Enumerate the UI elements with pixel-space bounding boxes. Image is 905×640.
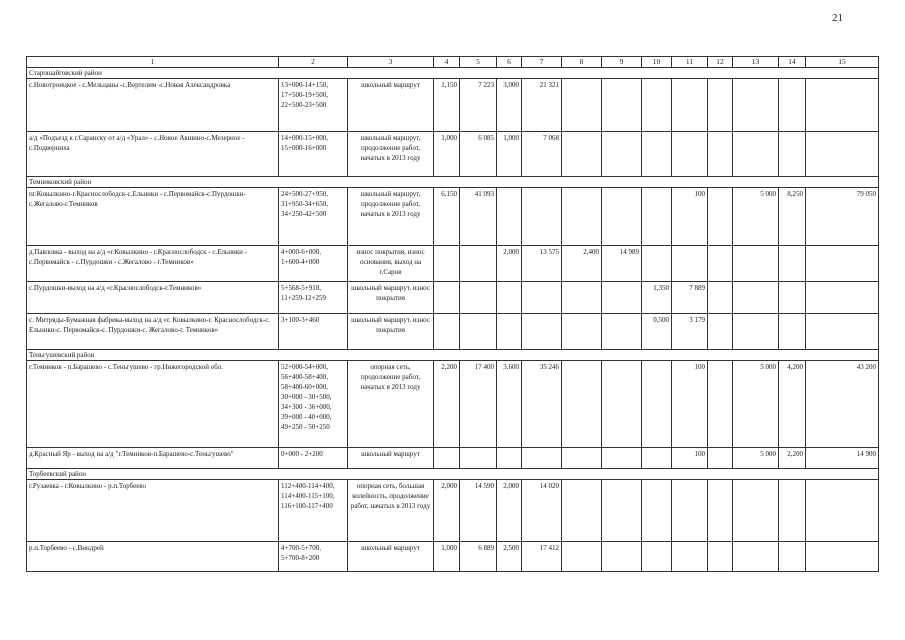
table-cell: 13 575 [522,246,562,282]
table-cell: 52+000-54+000, 56+400-58+400, 58+400-60+000, 30+000 - 30+500, 34+300 - 36+000, 39+000 - 40+000, 49+250 - 50+250 [279,361,348,448]
table-cell: 100 [672,448,708,469]
table-cell: д.Павловка - выход на а/д «г.Ковылкино - г.Краснослободск - с.Ельники - с.Первомайск - с.Пурдошки - с.Жегалово - г.Темников» [27,246,279,282]
table-cell: 17 412 [522,542,562,572]
table-cell [672,132,708,177]
table-cell [672,246,708,282]
table-cell [642,79,672,132]
table-cell [733,542,779,572]
table-cell: 0+000 - 2+200 [279,448,348,469]
table-cell [779,542,806,572]
table-cell: 3,600 [497,361,522,448]
table-cell: 35 246 [522,361,562,448]
table-cell: 5 000 [733,361,779,448]
table-cell: износ покрытия, износ основания, выход на г.Саров [348,246,434,282]
section-title: Теньгушевский район [27,350,879,361]
column-header: 1 [27,57,279,68]
table-cell: школьный маршрут, износ покрытия [348,314,434,350]
column-header: 5 [460,57,497,68]
table-cell [708,79,733,132]
table-row [27,132,879,177]
table-cell [460,314,497,350]
table-cell [733,314,779,350]
table-row [27,542,879,572]
table-cell: 2,000 [434,480,460,542]
table-cell [602,188,642,246]
table-cell [806,314,879,350]
table-cell [806,246,879,282]
table-cell [806,79,879,132]
table-cell: 1,000 [434,542,460,572]
table-cell: 100 [672,188,708,246]
table-cell [434,246,460,282]
section-title: Торбеевский район [27,469,879,480]
table-cell [779,314,806,350]
table-cell: школьный маршрут, продолжение работ, начатых в 2013 году [348,132,434,177]
table-cell [460,246,497,282]
table-cell [806,132,879,177]
table-cell [522,448,562,469]
table-cell [434,448,460,469]
table-cell [562,188,602,246]
table-cell [806,480,879,542]
table-cell [602,79,642,132]
table-cell [672,480,708,542]
table-cell [434,282,460,314]
table-cell [779,79,806,132]
header-row [27,57,879,68]
table-cell [708,480,733,542]
table-cell: 1,000 [497,132,522,177]
table-cell: 7 889 [672,282,708,314]
table-cell: опорная сеть, продолжение работ, начатых в 2013 году [348,361,434,448]
table-cell [497,282,522,314]
table-cell: 8,250 [779,188,806,246]
table-cell [779,246,806,282]
table-cell: 5 000 [733,188,779,246]
table-cell: 14+000-15+000, 15+000-16+000 [279,132,348,177]
table-cell [522,188,562,246]
table-cell: 24+500-27+950, 31+950-34+650, 34+250-42+500 [279,188,348,246]
table-cell: 4+000-6+000, 1+600-4+000 [279,246,348,282]
table-cell [708,188,733,246]
table-cell: 2,200 [434,361,460,448]
table-cell: 1,150 [434,79,460,132]
table-cell: 2,000 [497,480,522,542]
table-cell: г.Темников - п.Барашево - с.Теньгушево - гр.Нижегородской обл. [27,361,279,448]
table-cell: 4,200 [779,361,806,448]
table-cell [642,132,672,177]
table-cell [708,282,733,314]
table-cell: 3+100-3+460 [279,314,348,350]
table-cell: 5 000 [733,448,779,469]
table-cell: с. Митряды-Бумажная фабрика-выход на а/д «г. Ковылкино-г. Краснослободск-с. Ельники-с. Первомайск-с. Пурдошки-с. Жегалово-г. Темников» [27,314,279,350]
table-cell [562,480,602,542]
table-cell: а/д «Подъезд к г.Саранску от а/д «Урал» - с.Новое Акшино-с.Мезерное - с.Подверниха [27,132,279,177]
table-cell [806,282,879,314]
column-header: 4 [434,57,460,68]
table-cell [779,132,806,177]
table-cell: 1,350 [642,282,672,314]
table-cell: 3 179 [672,314,708,350]
table-cell [562,314,602,350]
table-cell [434,314,460,350]
table-cell: 14 900 [806,448,879,469]
column-header: 6 [497,57,522,68]
column-header: 7 [522,57,562,68]
section-row [27,68,879,79]
table-cell [602,480,642,542]
table-cell [562,542,602,572]
table-cell [806,542,879,572]
table-cell [602,132,642,177]
table-cell: 1,000 [434,132,460,177]
table-cell: д.Красный Яр - выход на а/д "г.Темников-п.Барашево-с.Теньгушево" [27,448,279,469]
table-cell [497,314,522,350]
table-cell: школьный маршрут [348,448,434,469]
table-cell: школьный маршрут, продолжение работ, начатых в 2013 году [348,188,434,246]
table-cell [602,448,642,469]
table-cell: 14 989 [602,246,642,282]
table-cell [779,282,806,314]
table-cell [733,282,779,314]
table-cell: 14 020 [522,480,562,542]
table-cell: школьный маршрут [348,542,434,572]
page-number: 21 [832,12,843,24]
table-cell: с.Новотроицкое - с.Мельцаны -с.Вертелим -с.Новая Александровка [27,79,279,132]
table-cell: 0,500 [642,314,672,350]
table-cell: пг.Ковылкино-г.Краснослободск-с.Ельники - с.Первомайск-с.Пурдошки-с.Жегалово-г.Темников [27,188,279,246]
table-cell: 17 400 [460,361,497,448]
table-row [27,361,879,448]
table-cell [562,361,602,448]
column-header: 3 [348,57,434,68]
table-cell: школьный маршрут [348,79,434,132]
table-cell: г.Рузаевка - г.Ковылкино - р.п.Торбеево [27,480,279,542]
column-header: 12 [708,57,733,68]
table-cell [522,314,562,350]
table-cell [733,480,779,542]
section-title: Темниковский район [27,177,879,188]
table-row [27,79,879,132]
table-cell: 5+568-5+918, 11+259-12+259 [279,282,348,314]
table-cell [602,282,642,314]
table-cell: 112+400-114+400, 114+400-115+100, 116+100-117+400 [279,480,348,542]
table-cell [460,282,497,314]
section-row [27,177,879,188]
section-row [27,350,879,361]
table-cell: 79 050 [806,188,879,246]
column-header: 10 [642,57,672,68]
column-header: 13 [733,57,779,68]
column-header: 15 [806,57,879,68]
table-cell [497,188,522,246]
table-cell: 2,400 [562,246,602,282]
table-cell: 21 321 [522,79,562,132]
table-cell [602,361,642,448]
table-cell: р.п.Торбеево - с.Виндрей [27,542,279,572]
table-cell: 2,200 [779,448,806,469]
column-header: 14 [779,57,806,68]
table-cell [602,542,642,572]
table-cell: 100 [672,361,708,448]
table-cell [708,314,733,350]
table-cell: 13+000-14+150, 17+500-19+500, 22+500-23+500 [279,79,348,132]
table-cell [642,480,672,542]
table-cell [522,282,562,314]
table-cell: опорная сеть, большая колейность, продолжение работ, начатых в 2013 году [348,480,434,542]
section-title: Старошайговский район [27,68,879,79]
table-cell: 6 889 [460,542,497,572]
table-cell [733,79,779,132]
column-header: 2 [279,57,348,68]
table-cell [708,132,733,177]
table-cell [602,314,642,350]
section-row [27,469,879,480]
table-cell: 2,500 [497,542,522,572]
table-cell: 2,000 [497,246,522,282]
table-cell [460,448,497,469]
table-cell: 6,150 [434,188,460,246]
table-cell [562,448,602,469]
table-cell: 43 200 [806,361,879,448]
table-cell [708,542,733,572]
table-row [27,246,879,282]
table-cell [672,79,708,132]
road-works-table [26,56,879,572]
table-row [27,188,879,246]
table-cell [733,246,779,282]
table-cell: 7 068 [522,132,562,177]
table-row [27,480,879,542]
table-cell [708,361,733,448]
table-row [27,448,879,469]
table-cell [708,246,733,282]
table-cell [642,188,672,246]
table-cell [642,542,672,572]
table-cell [733,132,779,177]
table-row [27,314,879,350]
table-cell [642,246,672,282]
table-cell: 4+700-5+700, 5+700-8+200 [279,542,348,572]
table-cell: 41 093 [460,188,497,246]
table-row [27,282,879,314]
table-cell: с.Пурдошки-выход на а/д «г.Краснослободск-г.Темников» [27,282,279,314]
table-cell [708,448,733,469]
table-cell [497,448,522,469]
table-cell [562,132,602,177]
table-cell: 3,000 [497,79,522,132]
table-cell: 7 223 [460,79,497,132]
table-cell: 14 590 [460,480,497,542]
table-cell [672,542,708,572]
table-cell: 6 085 [460,132,497,177]
column-header: 9 [602,57,642,68]
table-cell [562,282,602,314]
table-cell [642,448,672,469]
table-cell [562,79,602,132]
table-cell [642,361,672,448]
table-cell: школьный маршрут, износ покрытия [348,282,434,314]
column-header: 8 [562,57,602,68]
column-header: 11 [672,57,708,68]
table-cell [779,480,806,542]
